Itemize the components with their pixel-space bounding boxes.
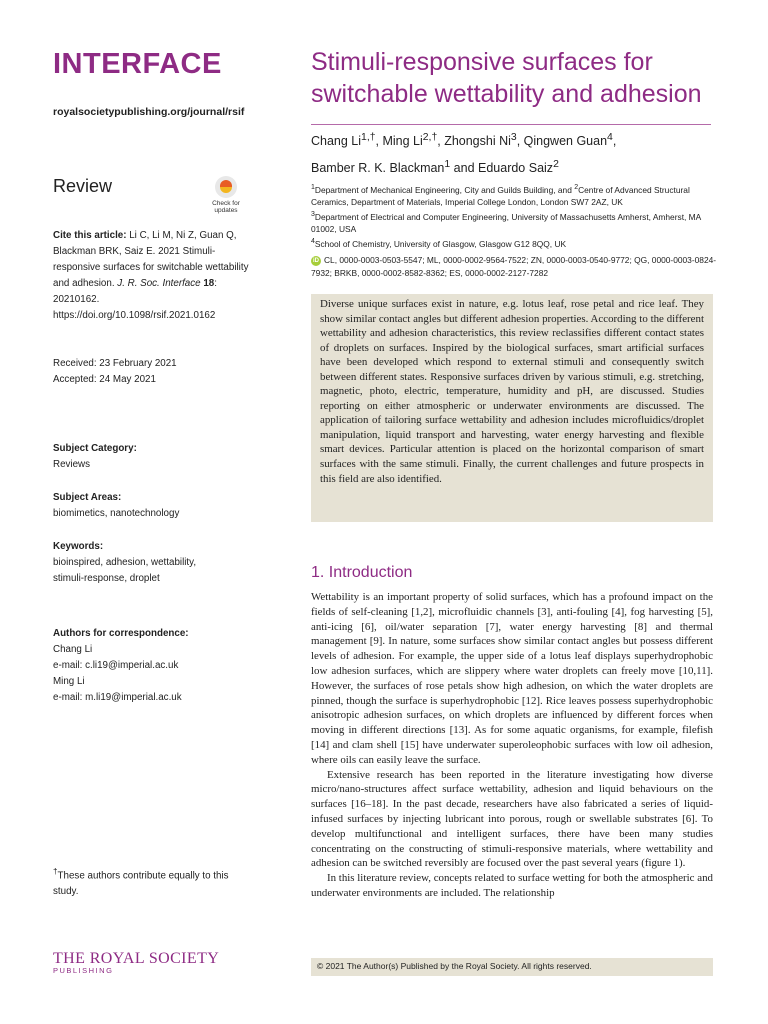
article-title: Stimuli-responsive surfaces for switchable wettability and adhesion [311,48,702,108]
paragraph: Extensive research has been reported in the literature investigating how diverse micro/nano-structures affect surface wettability, adhesion and liquid behaviours on the surfaces [16–18]. In the past decade, researchers have also fabricated a series of liquid-infused surfaces by injecting lubricant into porous, rough or swellable substrates [6]. To develop multifunctional and intelligent surfaces, there have been many studies concentrating on the constructing of stimuli-responsive materials, where wettability and adhesion can be switched reversibly are focused over the past several years (figure 1). [311,768,713,870]
affiliation-1: $^1$Department of Mechanical Engineering, City and Guilds Building, and $^2$Centre of Advanced Structural Ceramics, Department of Materials, Imperial College London, London SW7 2AZ, UK [311,184,690,208]
section-heading: 1. Introduction [311,564,413,581]
keywords [53,539,253,587]
cite-label: Cite this article: [53,230,127,241]
keywords-line-1: bioinspired, adhesion, wettability, [53,557,197,568]
journal-logo: INTERFACE [53,48,222,80]
introduction-body [311,590,713,901]
society-name: THE ROYAL SOCIETY [53,950,220,967]
correspondence-label: Authors for correspondence: [53,628,189,639]
citation-block [53,228,253,324]
paragraph: Wettability is an important property of solid surfaces, which has a profound impact on the fields of self-cleaning [1,2], microfluidic channels [3], anti-fouling [4], fog harvesting [5], anti-icing [6], oil/water separation [7], water energy harvesting [8] and thermal management [9]. In nature, some surfaces show similar contact angles but possess different levels of adhesion. For example, the upper side of a lotus leaf displays superhydrophobic low adhesion surfaces, which are slippery where water droplets can freely move [10,11]. However, the surfaces of rose petals show high adhesion, on which the water droplets are pinned, though the surface is superhydrophobic [12]. Rice leaves possess superhydrophobic anisotropic adhesion surfaces, on which droplets are influenced by different forces when moving in different directions [13]. As for some aquatic organisms, for example, filefish [14] and clam shell [15] have underwater superoleophobic surfaces with low oil adhesion, where oils can easily leave the surface. [311,591,713,766]
cite-doi[interactable]: https://doi.org/10.1098/rsif.2021.0162 [53,310,216,321]
correspondence-email-1[interactable]: e-mail: c.li19@imperial.ac.uk [53,660,179,671]
journal-url[interactable]: royalsocietypublishing.org/journal/rsif [53,106,245,118]
author-list: Chang $Li^{1,\dagger}$, Ming $Li^{2,\dagger}$, Zhongshi Ni$^3$, Qingwen Guan$^4$, Bamber R. K. Blackman$^1$ and Eduardo Saiz$^2$ [311,132,617,176]
orcid-text: CL, 0000-0003-0503-5547; ML, 0000-0002-9564-7522; ZN, 0000-0003-0540-9772; QG, 0000-0003-0824-7932; BRKB, 0000-0002-8582-8362; ES, 0000-0002-2127-7282 [311,255,717,278]
correspondence-name-1: Chang Li [53,644,93,655]
correspondence-name-2: Ming Li [53,676,85,687]
check-for-updates-button[interactable] [206,176,246,214]
royal-society-logo [53,950,219,975]
cite-journal: J. R. Soc. Interface [117,278,201,289]
cite-volume: 18 [203,278,215,289]
affiliations [311,182,721,250]
abstract-box [311,294,713,522]
accepted-date: Accepted: 24 May 2021 [53,374,156,385]
abstract-text: Diverse unique surfaces exist in nature, e.g. lotus leaf, rose petal and rice leaf. They show similar contact angles but different adhesion properties. According to the different wettability and adhesion characteristics, this review reclassifies different contact states of droplets on surfaces. Inspired by the biological surfaces, smart artificial surfaces have been developed which respond to external stimuli and consequently switch between different states. Responsive surfaces driven by various stimuli, e.g. stretching, magnetic, photo, electric, temperature, humidity and pH, are discussed. Studies reporting on either atmospheric or underwater environments are discussed. The application of tailoring surface wettability and adhesion includes microfluidics/droplet manipulation, liquid transport and harvesting, water energy harvesting and flexible smart devices. Particular attention is placed on the horizontal comparison of smart surfaces with the same stimuli. Finally, the current challenges and future prospects in this field are also identified. [320,298,704,485]
subject-areas [53,490,253,522]
subject-areas-value: biomimetics, nanotechnology [53,508,180,519]
affiliation-3: $^3$Department of Electrical and Computer Engineering, University of Massachusetts Amherst, Amherst, MA 01002, USA [311,210,701,235]
keywords-label: Keywords: [53,541,104,552]
cite-text: Li C, Li M, Ni Z, Guan Q, Blackman BRK, Saiz E. 2021 Stimuli-responsive surfaces for switchable wettability and adhesion. [53,230,249,289]
society-sub: PUBLISHING [53,966,114,975]
crossmark-icon [215,176,237,198]
equal-contribution-footnote: †These authors contribute equally to this study. [53,867,229,898]
copyright-notice: © 2021 The Author(s) Published by the Royal Society. All rights reserved. [311,958,713,976]
orcid-icon[interactable]: iD [313,257,319,264]
received-date: Received: 23 February 2021 [53,358,177,369]
article-type: Review [53,176,113,196]
subject-category [53,441,253,473]
correspondence-block [53,626,253,706]
cite-article-no: : 20210162. [53,278,217,305]
subject-category-value: Reviews [53,459,91,470]
dates-block [53,356,253,388]
keywords-line-2: stimuli-response, droplet [53,573,160,584]
paragraph: In this literature review, concepts related to surface wetting for both the atmospheric and underwater environments are included. The relationship [311,872,713,899]
title-divider [311,124,711,125]
orcid-list [311,254,721,280]
correspondence-email-2[interactable]: e-mail: m.li19@imperial.ac.uk [53,692,182,703]
affiliation-4: $^4$School of Chemistry, University of Glasgow, Glasgow G12 8QQ, UK [311,237,567,249]
subject-category-label: Subject Category: [53,443,137,454]
crossmark-label: Check for updates [212,200,240,214]
subject-areas-label: Subject Areas: [53,492,122,503]
